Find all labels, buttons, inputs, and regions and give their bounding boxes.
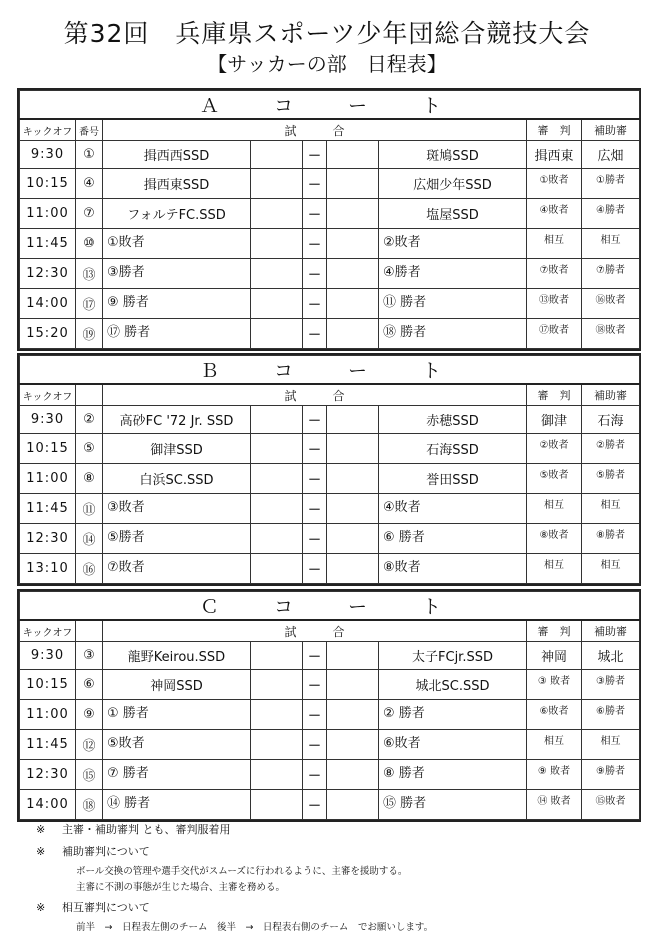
spacer-cell — [327, 406, 379, 434]
referee: ①敗者 — [527, 169, 582, 199]
match-number: ⑪ — [76, 494, 103, 524]
court-title: Ｃ コ ー ト — [20, 592, 640, 621]
note-2-line-2: 主審に不測の事態が生じた場合、主審を務める。 — [76, 882, 286, 893]
referee: ⑤敗者 — [527, 464, 582, 494]
referee-header: 審 判 — [527, 119, 582, 141]
spacer-cell — [251, 229, 303, 259]
away-team: ②敗者 — [379, 229, 527, 259]
assistant-header: 補助審 — [582, 620, 640, 642]
versus-dash: － — [303, 494, 327, 524]
away-team: 石海SSD — [379, 434, 527, 464]
home-team: ⑤勝者 — [103, 524, 251, 554]
assistant-referee: 相互 — [582, 229, 640, 259]
away-team: ⑮ 勝者 — [379, 790, 527, 820]
assistant-referee: ⑦勝者 — [582, 259, 640, 289]
away-team: 塩屋SSD — [379, 199, 527, 229]
match-number: ⑧ — [76, 464, 103, 494]
table-row — [20, 524, 640, 554]
table-row — [20, 670, 640, 700]
assistant-referee: ②勝者 — [582, 434, 640, 464]
kickoff-time: 13:10 — [20, 554, 76, 584]
table-row — [20, 259, 640, 289]
referee-header: 審 判 — [527, 384, 582, 406]
home-team: 揖西東SSD — [103, 169, 251, 199]
spacer-cell — [251, 289, 303, 319]
spacer-cell — [327, 199, 379, 229]
match-number: ⑯ — [76, 554, 103, 584]
table-row — [20, 642, 640, 670]
spacer-cell — [251, 790, 303, 820]
note-3-text: 相互審判について — [62, 901, 150, 914]
kickoff-time: 9:30 — [20, 406, 76, 434]
versus-dash: － — [303, 141, 327, 169]
referee: ⑧敗者 — [527, 524, 582, 554]
versus-dash: － — [303, 289, 327, 319]
referee: 御津 — [527, 406, 582, 434]
versus-dash: － — [303, 760, 327, 790]
referee: 相互 — [527, 730, 582, 760]
home-team: 高砂FC '72 Jr. SSD — [103, 406, 251, 434]
away-team: ② 勝者 — [379, 700, 527, 730]
spacer-cell — [327, 730, 379, 760]
match-number: ④ — [76, 169, 103, 199]
kickoff-time: 10:15 — [20, 169, 76, 199]
versus-dash: － — [303, 259, 327, 289]
away-team: 太子FCjr.SSD — [379, 642, 527, 670]
match-number: ⑰ — [76, 289, 103, 319]
kickoff-time: 10:15 — [20, 434, 76, 464]
referee: 相互 — [527, 229, 582, 259]
table-row — [20, 700, 640, 730]
home-team: 神岡SSD — [103, 670, 251, 700]
away-team: ⑥敗者 — [379, 730, 527, 760]
spacer-cell — [251, 434, 303, 464]
match-header: 試 合 — [103, 119, 527, 141]
match-number: ⑨ — [76, 700, 103, 730]
away-team: ⑧ 勝者 — [379, 760, 527, 790]
match-number: ⑥ — [76, 670, 103, 700]
assistant-referee: 相互 — [582, 730, 640, 760]
kickoff-time: 12:30 — [20, 760, 76, 790]
referee: ⑭ 敗者 — [527, 790, 582, 820]
kickoff-time: 11:00 — [20, 464, 76, 494]
kickoff-time: 14:00 — [20, 289, 76, 319]
referee: ⑬敗者 — [527, 289, 582, 319]
court-a-table — [17, 88, 641, 351]
spacer-cell — [327, 554, 379, 584]
court-c-table — [17, 589, 641, 822]
kickoff-time: 11:00 — [20, 700, 76, 730]
home-team: ①敗者 — [103, 229, 251, 259]
match-number: ⑫ — [76, 730, 103, 760]
referee: ④敗者 — [527, 199, 582, 229]
table-row — [20, 319, 640, 349]
note-2-line-1: ボール交換の管理や選手交代がスムーズに行われるように、主審を援助する。 — [76, 866, 408, 877]
spacer-cell — [327, 434, 379, 464]
away-team: 斑鳩SSD — [379, 141, 527, 169]
table-row — [20, 434, 640, 464]
versus-dash: － — [303, 406, 327, 434]
court-title: Ａ コ ー ト — [20, 91, 640, 120]
away-team: ④敗者 — [379, 494, 527, 524]
kickoff-time: 11:45 — [20, 229, 76, 259]
note-1-text: 主審・補助審判 とも、審判服着用 — [62, 823, 231, 836]
spacer-cell — [327, 760, 379, 790]
away-team: ⑥ 勝者 — [379, 524, 527, 554]
home-team: ⑨ 勝者 — [103, 289, 251, 319]
table-row — [20, 464, 640, 494]
court-title: Ｂ コ ー ト — [20, 356, 640, 385]
table-row — [20, 289, 640, 319]
note-mark: ※ — [36, 844, 46, 858]
number-header — [76, 384, 103, 406]
versus-dash: － — [303, 319, 327, 349]
referee: 相互 — [527, 554, 582, 584]
versus-dash: － — [303, 730, 327, 760]
away-team: ⑧敗者 — [379, 554, 527, 584]
note-1 — [36, 818, 231, 840]
versus-dash: － — [303, 554, 327, 584]
home-team: ① 勝者 — [103, 700, 251, 730]
page-subtitle: 【サッカーの部 日程表】 — [207, 52, 447, 76]
home-team: ⑤敗者 — [103, 730, 251, 760]
assistant-referee: ①勝者 — [582, 169, 640, 199]
kickoff-time: 11:45 — [20, 730, 76, 760]
versus-dash: － — [303, 434, 327, 464]
spacer-cell — [251, 554, 303, 584]
kickoff-header: キックオフ — [20, 119, 76, 141]
assistant-referee: 相互 — [582, 554, 640, 584]
note-3 — [36, 896, 150, 918]
spacer-cell — [251, 169, 303, 199]
court-b-rows — [20, 406, 640, 584]
assistant-referee: ⑧勝者 — [582, 524, 640, 554]
spacer-cell — [327, 289, 379, 319]
page-title: 第32回 兵庫県スポーツ少年団総合競技大会 — [63, 19, 591, 48]
match-number: ⑩ — [76, 229, 103, 259]
spacer-cell — [327, 464, 379, 494]
assistant-referee: ⑱敗者 — [582, 319, 640, 349]
court-c-rows — [20, 642, 640, 820]
referee: ⑦敗者 — [527, 259, 582, 289]
spacer-cell — [327, 790, 379, 820]
kickoff-header: キックオフ — [20, 384, 76, 406]
spacer-cell — [327, 670, 379, 700]
number-header: 番号 — [76, 119, 103, 141]
referee: ③ 敗者 — [527, 670, 582, 700]
referee: 相互 — [527, 494, 582, 524]
away-team: 城北SC.SSD — [379, 670, 527, 700]
match-number: ⑮ — [76, 760, 103, 790]
home-team: 龍野Keirou.SSD — [103, 642, 251, 670]
home-team: ⑰ 勝者 — [103, 319, 251, 349]
table-row — [20, 199, 640, 229]
match-number: ⑭ — [76, 524, 103, 554]
home-team: ⑭ 勝者 — [103, 790, 251, 820]
versus-dash: － — [303, 229, 327, 259]
table-row — [20, 169, 640, 199]
match-number: ③ — [76, 642, 103, 670]
assistant-referee: 広畑 — [582, 141, 640, 169]
spacer-cell — [327, 141, 379, 169]
referee: ⑨ 敗者 — [527, 760, 582, 790]
kickoff-time: 12:30 — [20, 259, 76, 289]
referee: 神岡 — [527, 642, 582, 670]
note-2 — [36, 840, 231, 862]
versus-dash: － — [303, 199, 327, 229]
spacer-cell — [251, 406, 303, 434]
spacer-cell — [251, 199, 303, 229]
assistant-referee: ③勝者 — [582, 670, 640, 700]
spacer-cell — [327, 229, 379, 259]
match-number: ⑬ — [76, 259, 103, 289]
table-row — [20, 554, 640, 584]
note-2-text: 補助審判について — [62, 845, 150, 858]
assistant-referee: 城北 — [582, 642, 640, 670]
spacer-cell — [251, 524, 303, 554]
spacer-cell — [327, 700, 379, 730]
home-team: ⑦ 勝者 — [103, 760, 251, 790]
spacer-cell — [251, 760, 303, 790]
match-number: ⑱ — [76, 790, 103, 820]
spacer-cell — [327, 169, 379, 199]
kickoff-time: 9:30 — [20, 141, 76, 169]
away-team: 赤穂SSD — [379, 406, 527, 434]
assistant-header: 補助審 — [582, 119, 640, 141]
spacer-cell — [327, 524, 379, 554]
match-number: ⑲ — [76, 319, 103, 349]
assistant-referee: ⑯敗者 — [582, 289, 640, 319]
spacer-cell — [327, 642, 379, 670]
away-team: 誉田SSD — [379, 464, 527, 494]
table-row — [20, 406, 640, 434]
match-number: ① — [76, 141, 103, 169]
table-row — [20, 730, 640, 760]
spacer-cell — [251, 642, 303, 670]
versus-dash: － — [303, 169, 327, 199]
kickoff-time: 10:15 — [20, 670, 76, 700]
match-number: ⑦ — [76, 199, 103, 229]
kickoff-time: 11:45 — [20, 494, 76, 524]
notes-section — [36, 818, 231, 862]
home-team: ⑦敗者 — [103, 554, 251, 584]
spacer-cell — [251, 730, 303, 760]
referee: ⑥敗者 — [527, 700, 582, 730]
away-team: 広畑少年SSD — [379, 169, 527, 199]
assistant-referee: ⑥勝者 — [582, 700, 640, 730]
spacer-cell — [251, 494, 303, 524]
match-number: ⑤ — [76, 434, 103, 464]
assistant-referee: ⑤勝者 — [582, 464, 640, 494]
kickoff-time: 14:00 — [20, 790, 76, 820]
referee: 揖西東 — [527, 141, 582, 169]
kickoff-time: 12:30 — [20, 524, 76, 554]
table-row — [20, 141, 640, 169]
home-team: フォルテFC.SSD — [103, 199, 251, 229]
match-header: 試 合 — [103, 620, 527, 642]
spacer-cell — [327, 319, 379, 349]
kickoff-header: キックオフ — [20, 620, 76, 642]
home-team: 御津SSD — [103, 434, 251, 464]
versus-dash: － — [303, 642, 327, 670]
versus-dash: － — [303, 670, 327, 700]
away-team: ⑪ 勝者 — [379, 289, 527, 319]
away-team: ⑱ 勝者 — [379, 319, 527, 349]
versus-dash: － — [303, 790, 327, 820]
spacer-cell — [327, 494, 379, 524]
away-team: ④勝者 — [379, 259, 527, 289]
court-a-rows — [20, 141, 640, 349]
assistant-referee: ④勝者 — [582, 199, 640, 229]
versus-dash: － — [303, 464, 327, 494]
home-team: 白浜SC.SSD — [103, 464, 251, 494]
number-header — [76, 620, 103, 642]
kickoff-time: 15:20 — [20, 319, 76, 349]
table-row — [20, 760, 640, 790]
spacer-cell — [251, 259, 303, 289]
match-header: 試 合 — [103, 384, 527, 406]
versus-dash: － — [303, 700, 327, 730]
home-team: ③勝者 — [103, 259, 251, 289]
note-3-line-1: 前半 → 日程表左側のチーム 後半 → 日程表右側のチーム でお願いします。 — [76, 922, 434, 933]
note-mark: ※ — [36, 822, 46, 836]
spacer-cell — [251, 464, 303, 494]
assistant-referee: 相互 — [582, 494, 640, 524]
spacer-cell — [327, 259, 379, 289]
assistant-referee: 石海 — [582, 406, 640, 434]
table-row — [20, 229, 640, 259]
referee-header: 審 判 — [527, 620, 582, 642]
kickoff-time: 11:00 — [20, 199, 76, 229]
assistant-referee: ⑨勝者 — [582, 760, 640, 790]
home-team: ③敗者 — [103, 494, 251, 524]
match-number: ② — [76, 406, 103, 434]
note-3-row — [36, 896, 150, 918]
assistant-header: 補助審 — [582, 384, 640, 406]
spacer-cell — [251, 700, 303, 730]
court-b-table — [17, 353, 641, 586]
kickoff-time: 9:30 — [20, 642, 76, 670]
spacer-cell — [251, 141, 303, 169]
versus-dash: － — [303, 524, 327, 554]
referee: ⑰敗者 — [527, 319, 582, 349]
referee: ②敗者 — [527, 434, 582, 464]
table-row — [20, 790, 640, 820]
table-row — [20, 494, 640, 524]
assistant-referee: ⑮敗者 — [582, 790, 640, 820]
home-team: 揖西西SSD — [103, 141, 251, 169]
spacer-cell — [251, 319, 303, 349]
note-mark: ※ — [36, 900, 46, 914]
spacer-cell — [251, 670, 303, 700]
